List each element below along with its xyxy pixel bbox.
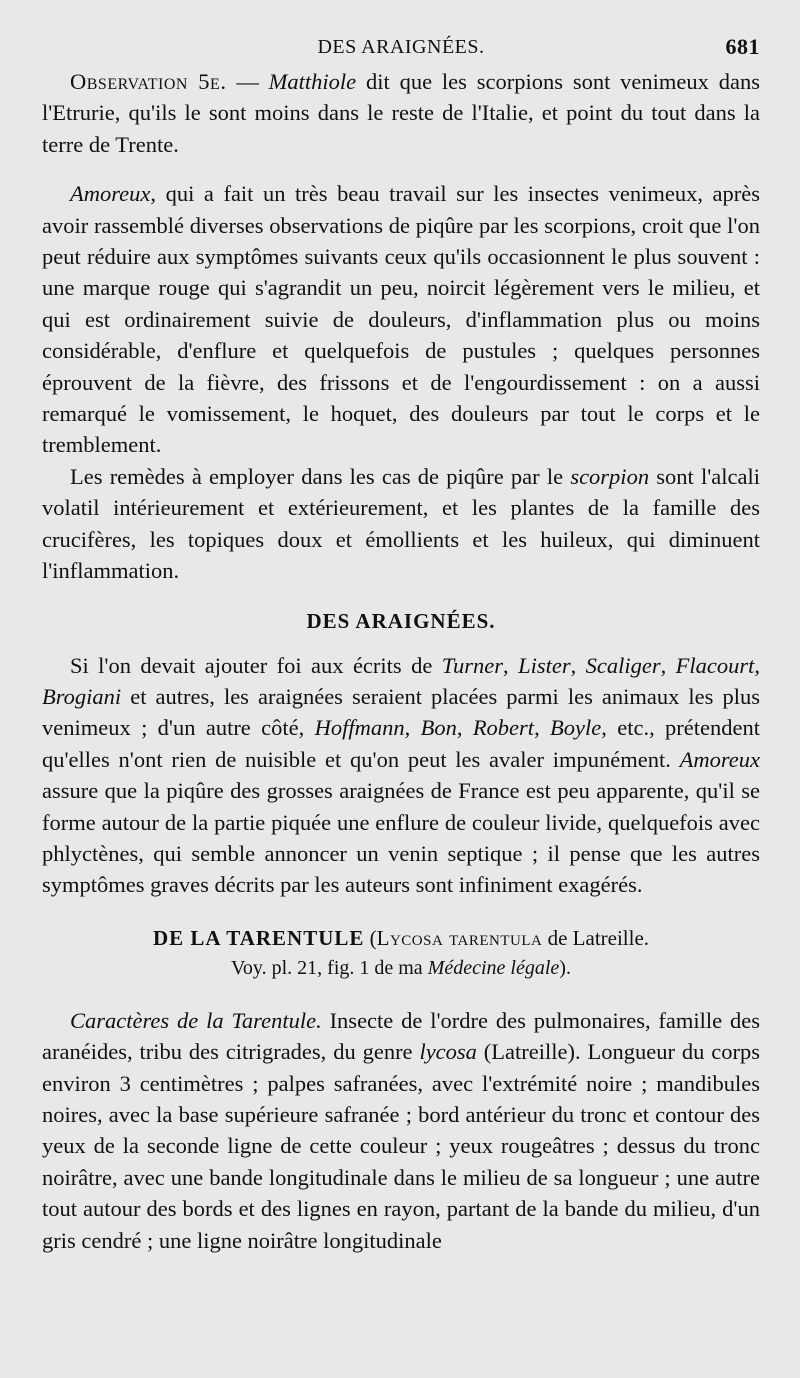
- araignees-paragraph: Si l'on devait ajouter foi aux écrits de Turner, Lister, Scaliger, Flacourt, Brogiani et autres, les araignées seraient placées parmi les animaux les plus venimeux ; d'un autre côté, Hoffmann, Bon, Robert, Boyle, etc., prétendent qu'elles n'ont rien de nuisible et qu'on peut les avaler impunément. Amoreux assure que la piqûre des grosses araignées de France est peu apparente, qu'il se forme autour de la partie piquée une enflure de couleur livide, quelquefois avec phlyctènes, qui semble annoncer un venin septique ; il pense que les autres symptômes graves décrits par les auteurs sont infiniment exagérés.: [42, 652, 761, 898]
- observation-paragraph: Observation 5e. — Matthiole dit que les scorpions sont venimeux dans l'Etrurie, qu'ils le sont moins dans le reste de l'Italie, et point du tout dans la terre de Trente.: [42, 69, 760, 157]
- section-title-tarentule: DE LA TARENTULE (Lycosa tarentula de Latreille.: [152, 925, 650, 950]
- running-header: [42, 26, 760, 66]
- running-title: DES ARAIGNÉES.: [317, 36, 485, 58]
- plate-reference: Voy. pl. 21, fig. 1 de ma Médecine légale).: [231, 956, 571, 979]
- author-matthiole: Matthiole: [268, 69, 357, 94]
- amoreux-paragraph: Amoreux, qui a fait un très beau travail sur les insectes venimeux, après avoir rassemblé diverses observations de piqûre par les scorpions, croit que l'on peut réduire aux symptômes suivants ceux qu'ils occasionnent le plus souvent : une marque rouge qui s'agrandit un peu, noircit légèrement vers le milieu, et qui est ordinairement suivie de douleurs, d'inflammation plus ou moins considérable, d'enflure et quelquefois de pustules ; quelques personnes éprouvent de la fièvre, des frissons et de l'engourdissement : on a aussi remarqué le vomissement, le hoquet, des douleurs par tout le corps et le tremblement.: [42, 181, 760, 458]
- author-amoreux: Amoreux: [70, 181, 151, 207]
- page-number: 681: [725, 34, 760, 59]
- observation-label: Observation 5e.: [70, 69, 227, 94]
- caracteres-paragraph: Caractères de la Tarentule. Insecte de l'ordre des pulmonaires, famille des aranéides, tribu des citrigrades, du genre lycosa (Latreille). Longueur du corps environ 3 centimètres ; palpes safranées, avec l'extrémité noire ; mandibules noires, avec la base supérieure safranée ; bord antérieur du tronc et contour des yeux de la seconde ligne de cette couleur ; yeux rougeâtres ; dessus du tronc noirâtre, avec une bande longitudinale dans le milieu de sa longueur ; une autre tout autour des bords et des lignes en rayon, partant de la bande du milieu, d'un gris cendré ; une ligne noirâtre longitudinale: [42, 1007, 761, 1253]
- caracteres-heading: Caractères de la Tarentule.: [70, 1007, 322, 1033]
- remedes-paragraph: Les remèdes à employer dans les cas de piqûre par le scorpion sont l'alcali volatil intérieurement et extérieurement, et les plantes de la famille des crucifères, les topiques doux et émollients et les huileux, qui diminuent l'inflammation.: [42, 463, 760, 584]
- section-title-araignees: DES ARAIGNÉES.: [306, 608, 496, 633]
